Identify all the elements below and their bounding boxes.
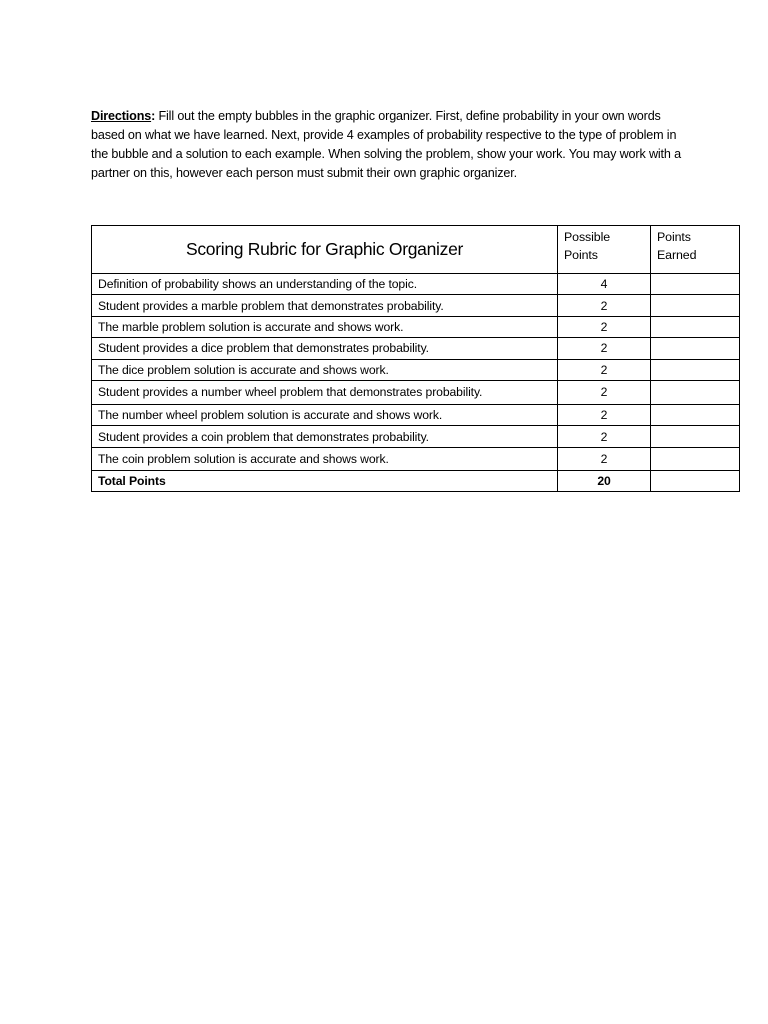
points-earned-cell[interactable] (651, 404, 740, 425)
table-row (92, 380, 740, 404)
points-earned-cell[interactable] (651, 380, 740, 404)
table-row (92, 316, 740, 337)
directions-paragraph (91, 107, 691, 183)
directions-colon: : (151, 108, 156, 123)
earned-header-line1: Points (657, 230, 691, 244)
criterion-cell: The coin problem solution is accurate and shows work. (92, 447, 558, 470)
points-earned-cell[interactable] (651, 274, 740, 295)
possible-header-line2: Points (564, 248, 598, 262)
points-earned-cell[interactable] (651, 338, 740, 359)
criterion-cell: The marble problem solution is accurate and shows work. (92, 316, 558, 337)
table-row (92, 338, 740, 359)
points-earned-cell[interactable] (651, 316, 740, 337)
points-earned-cell[interactable] (651, 447, 740, 470)
possible-points-cell: 2 (558, 447, 651, 470)
earned-header-line2: Earned (657, 248, 697, 262)
possible-points-cell: 2 (558, 359, 651, 380)
table-row (92, 359, 740, 380)
table-row (92, 274, 740, 295)
scoring-rubric-table (91, 225, 740, 492)
directions-label: Directions (91, 108, 152, 123)
points-earned-cell[interactable] (651, 359, 740, 380)
table-row (92, 295, 740, 316)
possible-points-cell: 2 (558, 338, 651, 359)
criterion-cell: Student provides a number wheel problem that demonstrates probability. (92, 380, 558, 404)
total-points-label: Total Points (92, 470, 558, 491)
directions-text: Fill out the empty bubbles in the graphic organizer. First, define probability in your own words based on what we have learned. Next, provide 4 examples of probability respective to the type of problem in the bubble and a solution to each example. When solving the problem, show your work. You may work with a partner on this, however each person must submit their own graphic organizer. (91, 108, 681, 180)
table-row (92, 404, 740, 425)
criterion-cell: Definition of probability shows an understanding of the topic. (92, 274, 558, 295)
criterion-cell: Student provides a marble problem that demonstrates probability. (92, 295, 558, 316)
rubric-header-row (92, 226, 740, 274)
total-points-earned-cell[interactable] (651, 470, 740, 491)
possible-points-cell: 2 (558, 316, 651, 337)
possible-points-cell: 2 (558, 380, 651, 404)
possible-points-cell: 2 (558, 426, 651, 447)
rubric-title: Scoring Rubric for Graphic Organizer (92, 226, 558, 274)
possible-points-cell: 2 (558, 404, 651, 425)
table-row (92, 447, 740, 470)
table-row (92, 426, 740, 447)
points-earned-header (651, 226, 740, 274)
criterion-cell: The number wheel problem solution is accurate and shows work. (92, 404, 558, 425)
possible-header-line1: Possible (564, 230, 611, 244)
total-possible-points: 20 (558, 470, 651, 491)
points-earned-cell[interactable] (651, 426, 740, 447)
points-earned-cell[interactable] (651, 295, 740, 316)
possible-points-header (558, 226, 651, 274)
total-points-row (92, 470, 740, 491)
possible-points-cell: 4 (558, 274, 651, 295)
criterion-cell: The dice problem solution is accurate and shows work. (92, 359, 558, 380)
possible-points-cell: 2 (558, 295, 651, 316)
criterion-cell: Student provides a coin problem that demonstrates probability. (92, 426, 558, 447)
criterion-cell: Student provides a dice problem that demonstrates probability. (92, 338, 558, 359)
